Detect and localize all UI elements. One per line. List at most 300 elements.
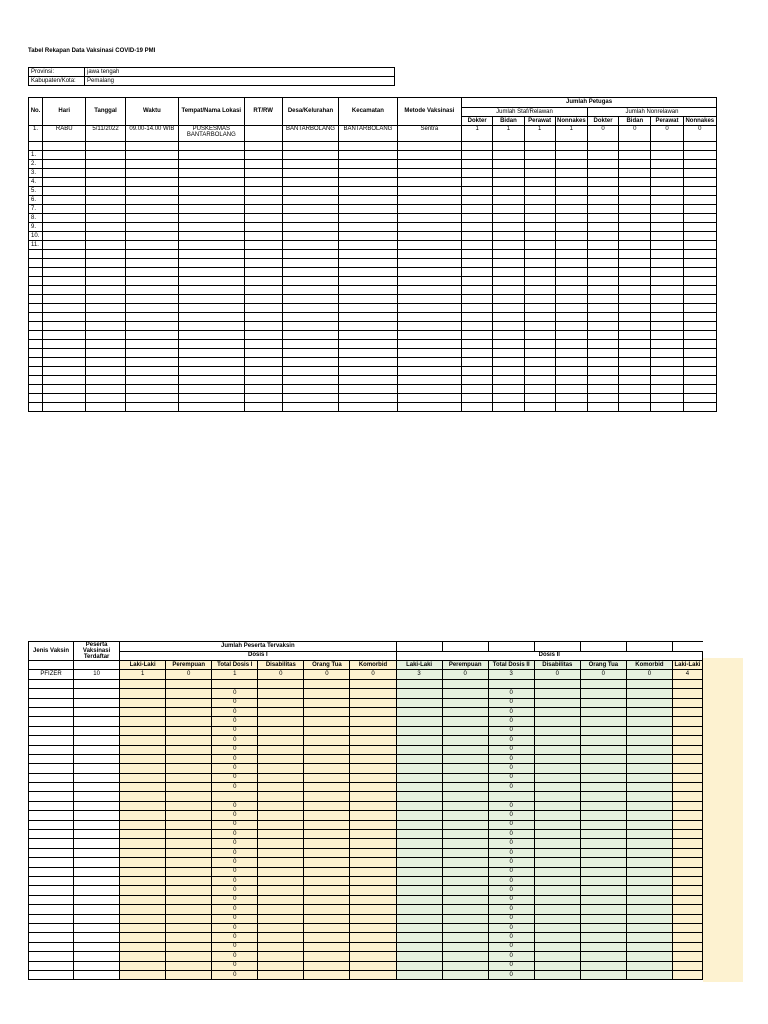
table-cell <box>587 187 618 196</box>
table-cell <box>282 169 338 178</box>
row-waktu: 09.00-14.00 WIB <box>125 126 178 142</box>
table-cell <box>524 232 555 241</box>
table-cell <box>683 349 716 358</box>
table-cell <box>29 886 74 895</box>
table-cell <box>587 250 618 259</box>
table-cell <box>672 914 702 923</box>
table-cell <box>43 241 86 250</box>
table-cell <box>493 340 524 349</box>
table-cell <box>86 322 125 331</box>
table-cell <box>350 679 396 688</box>
table-cell <box>651 295 683 304</box>
table-cell <box>179 241 244 250</box>
table-cell <box>651 340 683 349</box>
table-cell <box>534 905 580 914</box>
table-cell <box>304 895 350 904</box>
table-cell <box>619 232 651 241</box>
table-cell <box>462 367 493 376</box>
table-cell: 0 <box>488 914 534 923</box>
table-cell <box>587 160 618 169</box>
table-cell <box>304 745 350 754</box>
table-cell <box>304 952 350 961</box>
table-cell <box>86 196 125 205</box>
table-cell <box>524 214 555 223</box>
table-cell <box>651 223 683 232</box>
table-cell <box>282 376 338 385</box>
table-cell <box>396 792 442 801</box>
table-cell <box>282 250 338 259</box>
table-cell <box>282 340 338 349</box>
table-cell <box>304 707 350 716</box>
table-cell <box>166 876 212 885</box>
table-cell <box>43 142 86 151</box>
table-cell <box>493 187 524 196</box>
table-cell <box>397 376 461 385</box>
table-cell <box>166 679 212 688</box>
table-cell <box>120 858 166 867</box>
table-cell <box>397 277 461 286</box>
table-cell <box>339 376 397 385</box>
table-cell <box>493 385 524 394</box>
table-cell <box>74 754 120 763</box>
table-cell <box>86 151 125 160</box>
table-cell <box>397 232 461 241</box>
table-cell <box>86 223 125 232</box>
table-cell <box>304 792 350 801</box>
col-kecamatan: Kecamatan <box>339 98 397 126</box>
table-cell <box>86 385 125 394</box>
table-cell <box>442 914 488 923</box>
table-cell <box>258 858 304 867</box>
table-cell <box>651 214 683 223</box>
table-row <box>29 717 703 726</box>
table-cell: 0 <box>212 886 258 895</box>
table-cell <box>125 313 178 322</box>
table-cell <box>397 304 461 313</box>
table-cell <box>534 745 580 754</box>
table-cell <box>619 313 651 322</box>
table-cell <box>43 223 86 232</box>
table-cell <box>244 205 282 214</box>
table-cell <box>282 331 338 340</box>
table-cell <box>580 848 626 857</box>
table-cell <box>672 933 702 942</box>
table-cell <box>86 304 125 313</box>
table-cell <box>524 394 555 403</box>
table-cell <box>350 933 396 942</box>
table-cell <box>626 830 672 839</box>
province-label: Provinsi: <box>29 68 85 77</box>
table-cell <box>43 187 86 196</box>
table-cell <box>619 151 651 160</box>
table-cell <box>619 178 651 187</box>
table-cell <box>304 736 350 745</box>
table-cell <box>166 952 212 961</box>
table-cell <box>619 160 651 169</box>
table-cell <box>350 952 396 961</box>
table-cell <box>120 970 166 979</box>
table-cell <box>587 403 618 412</box>
table-cell <box>282 286 338 295</box>
table-cell <box>304 679 350 688</box>
table-cell <box>86 178 125 187</box>
table-cell <box>396 933 442 942</box>
table-cell <box>29 811 74 820</box>
table-cell <box>555 385 587 394</box>
table-cell <box>74 905 120 914</box>
table-cell <box>619 187 651 196</box>
table-cell <box>619 142 651 151</box>
table-cell <box>74 811 120 820</box>
sub-disabilitas-2: Disabilitas <box>534 661 580 670</box>
table-cell <box>74 717 120 726</box>
table-cell <box>396 745 442 754</box>
table-cell <box>179 151 244 160</box>
table-cell <box>29 792 74 801</box>
table-cell <box>179 403 244 412</box>
table-cell <box>29 295 43 304</box>
table-cell <box>396 707 442 716</box>
table-row <box>29 811 703 820</box>
table-cell <box>304 858 350 867</box>
table-cell <box>683 151 716 160</box>
table-cell <box>651 232 683 241</box>
table-cell <box>43 178 86 187</box>
table-cell: 0 <box>488 858 534 867</box>
table-cell <box>29 689 74 698</box>
table-cell <box>29 801 74 810</box>
table-cell <box>587 268 618 277</box>
table-cell <box>166 792 212 801</box>
table-cell <box>29 773 74 782</box>
table-cell <box>125 358 178 367</box>
table-cell <box>683 241 716 250</box>
table-cell <box>524 178 555 187</box>
table-cell <box>683 394 716 403</box>
table-cell <box>29 914 74 923</box>
table-cell <box>580 914 626 923</box>
table-cell <box>672 764 702 773</box>
table-cell <box>587 340 618 349</box>
table-cell <box>304 933 350 942</box>
table-cell <box>555 169 587 178</box>
table-cell <box>350 923 396 932</box>
table-cell <box>587 178 618 187</box>
table-cell <box>651 331 683 340</box>
table-cell <box>619 403 651 412</box>
table-cell <box>74 801 120 810</box>
table-cell <box>493 160 524 169</box>
col-tempat: Tempat/Nama Lokasi <box>179 98 244 126</box>
table-row <box>29 736 703 745</box>
row-jenis: PFIZER <box>29 670 74 679</box>
table-cell <box>29 839 74 848</box>
table-cell <box>462 223 493 232</box>
table-cell <box>555 214 587 223</box>
table-cell: 0 <box>212 923 258 932</box>
table-cell <box>396 839 442 848</box>
table-cell <box>258 923 304 932</box>
table-cell <box>580 886 626 895</box>
table-cell <box>493 178 524 187</box>
table-cell <box>166 736 212 745</box>
sub-perawat-nonrelawan: Perawat <box>651 117 683 126</box>
table-row <box>29 169 717 178</box>
table-cell: 0 <box>488 783 534 792</box>
table-cell <box>179 223 244 232</box>
table-cell <box>258 942 304 951</box>
table-cell <box>397 205 461 214</box>
sub-dokter: Dokter <box>462 117 493 126</box>
table-row <box>29 670 703 679</box>
table-cell <box>282 259 338 268</box>
table-cell <box>29 933 74 942</box>
table-cell: 0 <box>488 933 534 942</box>
table-cell: 0 <box>212 698 258 707</box>
table-row <box>29 942 703 951</box>
sub-total-dosis-1: Total Dosis I <box>212 661 258 670</box>
table-cell <box>672 942 702 951</box>
jumlah-petugas-header: Jumlah Petugas <box>462 98 717 108</box>
table-cell <box>396 952 442 961</box>
table-cell <box>125 178 178 187</box>
table-row <box>29 142 717 151</box>
table-cell: 0 <box>488 970 534 979</box>
table-cell <box>350 717 396 726</box>
table-cell: 5. <box>29 187 43 196</box>
table-cell <box>258 736 304 745</box>
table-cell <box>534 970 580 979</box>
table-cell <box>580 764 626 773</box>
table-cell <box>350 867 396 876</box>
table-cell <box>29 848 74 857</box>
table-cell <box>74 792 120 801</box>
table-cell <box>555 142 587 151</box>
table-cell <box>442 895 488 904</box>
table-cell <box>619 304 651 313</box>
page-title: Tabel Rekapan Data Vaksinasi COVID-19 PMI <box>28 48 156 54</box>
dose1-value: 0 <box>166 670 212 679</box>
table-cell <box>304 764 350 773</box>
table-cell <box>626 679 672 688</box>
table-cell <box>244 223 282 232</box>
table-cell <box>524 160 555 169</box>
table-cell <box>396 801 442 810</box>
row-count: 0 <box>651 126 683 142</box>
table-cell <box>442 952 488 961</box>
table-cell: 0 <box>212 811 258 820</box>
table-cell <box>304 848 350 857</box>
table-cell <box>651 268 683 277</box>
dose2-value: 0 <box>580 670 626 679</box>
table-cell: 0 <box>488 839 534 848</box>
table-cell <box>580 801 626 810</box>
table-cell <box>683 160 716 169</box>
table-cell <box>339 196 397 205</box>
table-cell <box>587 304 618 313</box>
table-row <box>29 923 703 932</box>
col-waktu: Waktu <box>125 98 178 126</box>
table-row <box>29 914 703 923</box>
sub-komorbid-1: Komorbid <box>350 661 396 670</box>
table-cell <box>672 726 702 735</box>
table-cell <box>580 689 626 698</box>
table-cell <box>339 304 397 313</box>
table-cell <box>397 241 461 250</box>
table-cell: 1. <box>29 151 43 160</box>
table-cell <box>587 385 618 394</box>
table-row <box>29 707 703 716</box>
col-tanggal: Tanggal <box>86 98 125 126</box>
table-row <box>29 277 717 286</box>
table-cell <box>43 160 86 169</box>
table-cell <box>120 736 166 745</box>
table-cell: 0 <box>212 848 258 857</box>
table-cell <box>534 830 580 839</box>
table-cell <box>282 205 338 214</box>
table-cell <box>350 839 396 848</box>
table-cell <box>397 196 461 205</box>
table-cell <box>524 250 555 259</box>
table-cell <box>462 385 493 394</box>
table-cell <box>74 923 120 932</box>
table-cell <box>396 830 442 839</box>
table-cell <box>442 726 488 735</box>
table-cell <box>442 858 488 867</box>
table-cell <box>580 745 626 754</box>
table-cell: 0 <box>488 961 534 970</box>
table-cell <box>29 952 74 961</box>
table-cell <box>258 698 304 707</box>
table-cell <box>672 970 702 979</box>
table-cell <box>43 358 86 367</box>
table-cell <box>339 367 397 376</box>
table-cell <box>524 259 555 268</box>
table-cell <box>493 367 524 376</box>
table-cell <box>304 820 350 829</box>
table-cell <box>120 886 166 895</box>
table-cell <box>462 169 493 178</box>
table-cell <box>166 895 212 904</box>
sub-laki-laki-2: Laki-Laki <box>396 661 442 670</box>
table-cell <box>524 169 555 178</box>
table-cell: 0 <box>488 801 534 810</box>
table-cell: 0 <box>212 905 258 914</box>
table-cell <box>304 717 350 726</box>
table-cell <box>626 726 672 735</box>
table-cell <box>555 394 587 403</box>
table-cell <box>651 376 683 385</box>
table-cell <box>397 394 461 403</box>
table-cell <box>179 196 244 205</box>
table-cell <box>120 914 166 923</box>
table-cell <box>493 349 524 358</box>
table-cell <box>683 259 716 268</box>
vaccination-table <box>28 641 703 980</box>
table-cell <box>493 196 524 205</box>
table-cell <box>396 848 442 857</box>
table-cell <box>125 223 178 232</box>
table-row <box>29 205 717 214</box>
table-cell <box>524 142 555 151</box>
table-cell <box>619 205 651 214</box>
table-cell <box>282 196 338 205</box>
table-cell <box>258 754 304 763</box>
table-row <box>29 196 717 205</box>
table-cell: 0 <box>212 895 258 904</box>
table-cell <box>651 394 683 403</box>
table-cell <box>29 268 43 277</box>
table-cell <box>580 773 626 782</box>
table-cell <box>683 367 716 376</box>
table-cell <box>626 942 672 951</box>
table-cell <box>442 764 488 773</box>
table-cell <box>166 783 212 792</box>
table-cell <box>339 160 397 169</box>
table-cell <box>488 679 534 688</box>
table-cell <box>651 277 683 286</box>
table-cell: 0 <box>212 933 258 942</box>
dose2-value: 3 <box>488 670 534 679</box>
col-desa: Desa/Kelurahan <box>282 98 338 126</box>
table-cell <box>397 223 461 232</box>
table-cell <box>672 848 702 857</box>
table-cell <box>534 867 580 876</box>
table-cell <box>29 340 43 349</box>
table-cell <box>651 304 683 313</box>
table-cell <box>258 830 304 839</box>
table-cell <box>350 754 396 763</box>
table-cell <box>462 268 493 277</box>
table-cell <box>29 358 43 367</box>
table-cell <box>619 259 651 268</box>
table-cell <box>74 848 120 857</box>
table-row <box>29 820 703 829</box>
table-cell: 0 <box>488 905 534 914</box>
table-cell <box>304 867 350 876</box>
dosis-2-header: Dosis II <box>396 651 702 660</box>
table-cell <box>43 286 86 295</box>
staff-table <box>28 97 717 412</box>
table-cell <box>258 707 304 716</box>
table-cell: 0 <box>488 707 534 716</box>
table-cell <box>120 839 166 848</box>
table-cell <box>244 214 282 223</box>
table-cell <box>534 717 580 726</box>
table-cell <box>166 923 212 932</box>
table-cell: 0 <box>212 961 258 970</box>
table-cell <box>396 783 442 792</box>
staf-relawan-header: Jumlah Staf/Relawan <box>462 108 588 117</box>
table-cell <box>282 232 338 241</box>
table-cell <box>166 717 212 726</box>
table-cell <box>672 895 702 904</box>
table-cell: 0 <box>212 858 258 867</box>
table-cell <box>493 232 524 241</box>
table-cell <box>304 773 350 782</box>
table-cell <box>86 268 125 277</box>
table-cell <box>683 340 716 349</box>
table-cell <box>120 952 166 961</box>
sub-disabilitas-1: Disabilitas <box>258 661 304 670</box>
table-cell <box>396 754 442 763</box>
table-row <box>29 214 717 223</box>
table-row <box>29 241 717 250</box>
table-cell <box>43 250 86 259</box>
table-cell <box>442 811 488 820</box>
table-cell <box>651 169 683 178</box>
table-cell <box>74 839 120 848</box>
